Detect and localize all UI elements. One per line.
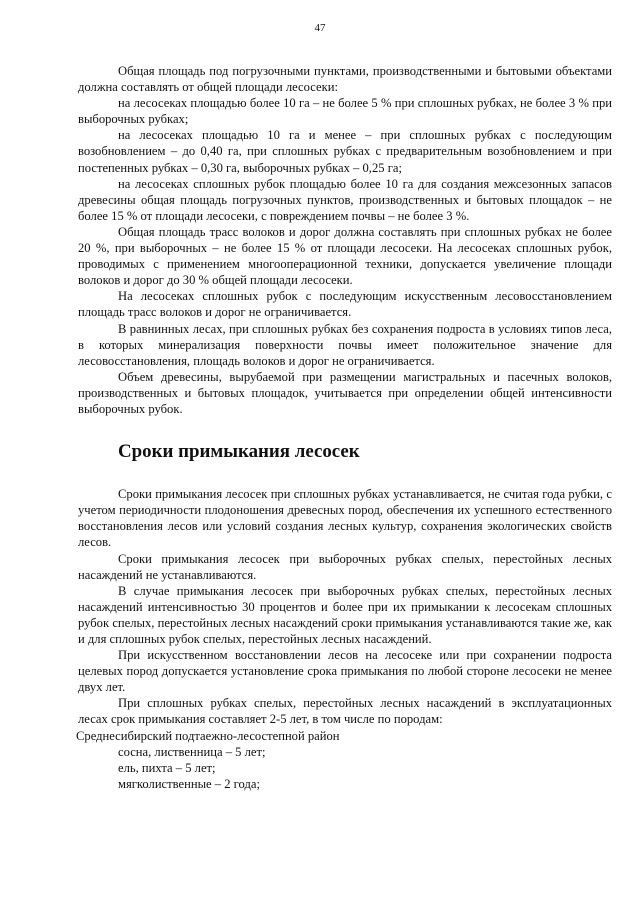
document-body: [78, 63, 612, 792]
paragraph: на лесосеках площадью более 10 га – не более 5 % при сплошных рубках, не более 3 % при выборочных рубках;: [78, 96, 612, 127]
section-heading: Сроки примыкания лесосек: [118, 441, 360, 463]
list-item: ель, пихта – 5 лет;: [118, 760, 216, 775]
paragraph: При сплошных рубках спелых, перестойных лесных насаждений в эксплуатационных лесах срок примыкания составляет 2-5 лет, в том числе по породам:: [78, 696, 612, 727]
paragraph: На лесосеках сплошных рубок с последующим искусственным лесовосстановлением площадь трасс волоков и дорог не ограничивается.: [78, 289, 612, 320]
page-number: 47: [314, 22, 326, 34]
list-item: мягколиственные – 2 года;: [118, 776, 260, 791]
paragraph: на лесосеках сплошных рубок площадью более 10 га для создания межсезонных запасов древесины общая площадь погрузочных пунктов, производственных и бытовых площадок – не более 15 % от площади лесосеки, с повреждением почвы – не более 3 %.: [78, 176, 612, 223]
paragraph: на лесосеках площадью 10 га и менее – при сплошных рубках с последующим возобновлением – до 0,40 га, при сплошных рубках с предварительным возобновлением и при постепенных рубках – 0,30 га, выборочных рубках – 0,25 га;: [78, 128, 612, 175]
paragraph: В равнинных лесах, при сплошных рубках без сохранения подроста в условиях типов леса, в которых минерализация поверхности почвы имеет положительное значение для лесовосстановления, площадь волоков и дорог не ограничивается.: [78, 321, 612, 368]
paragraph: В случае примыкания лесосек при выборочных рубках спелых, перестойных лесных насаждений интенсивностью 30 процентов и более при их примыкании к лесосекам сплошных рубок спелых, перестойных лесных насаждений сроки примыкания устанавливаются такие же, как и для сплошных рубок спелых, перестойных лесных насаждений.: [78, 583, 612, 646]
paragraph: Сроки примыкания лесосек при выборочных рубках спелых, перестойных лесных насаждений не устанавливаются.: [78, 551, 612, 582]
paragraph: Общая площадь трасс волоков и дорог должна составлять при сплошных рубках не более 20 %, при выборочных – не более 15 % от площади лесосеки. На лесосеках сплошных рубок, проводимых с применением многооперационной техники, допускается увеличение площади волоков и дорог до 30 % общей площади лесосеки.: [78, 224, 612, 288]
paragraph: Сроки примыкания лесосек при сплошных рубках устанавливается, не считая года рубки, с учетом периодичности плодоношения древесных пород, обеспечения их успешного естественного восстановления лесов или условий создания лесных культур, сохранения экологических свойств лесов.: [78, 487, 612, 550]
list-item: сосна, лиственница – 5 лет;: [118, 744, 266, 759]
region-title: Среднесибирский подтаежно-лесостепной район: [76, 728, 340, 743]
paragraph: Общая площадь под погрузочными пунктами, производственными и бытовыми объектами должна составлять от общей площади лесосеки:: [78, 64, 612, 95]
paragraph: Объем древесины, вырубаемой при размещении магистральных и пасечных волоков, производственных и бытовых площадок, учитывается при определении общей интенсивности выборочных рубок.: [78, 369, 612, 416]
paragraph: При искусственном восстановлении лесов на лесосеке или при сохранении подроста целевых пород допускается установление срока примыкания по любой стороне лесосеки не менее двух лет.: [78, 648, 612, 695]
